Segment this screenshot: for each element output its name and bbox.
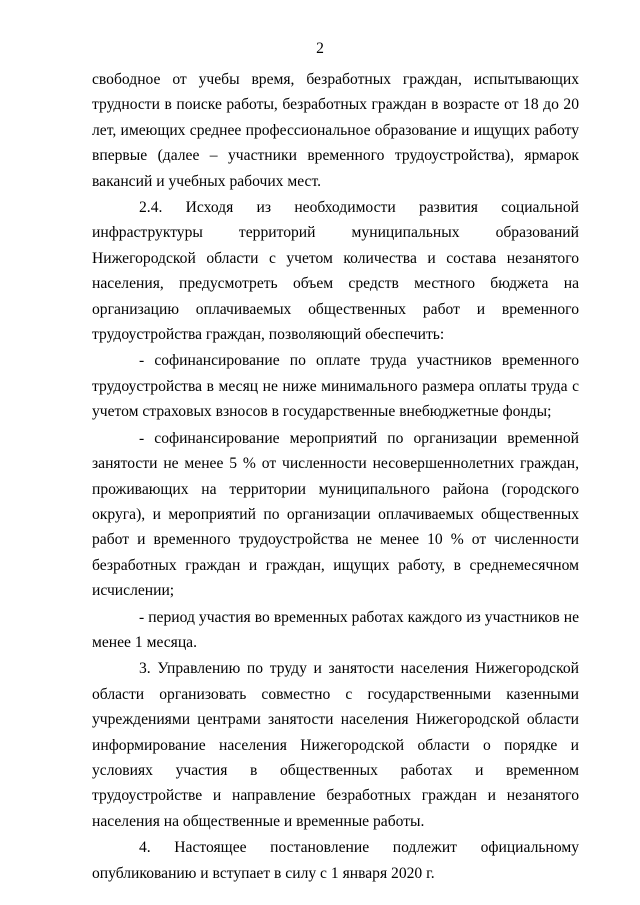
list-item-cofinancing-measures: - софинансирование мероприятий по организации временной занятости не менее 5 % от численности несовершеннолетних граждан, проживающих на территории муниципального района (городского округа), и мероприятий по организации оплачиваемых общественных работ и временного трудоустройства не менее 10 % от численности безработных граждан и граждан, ищущих работу, в среднемесячном исчислении; — [92, 429, 579, 600]
page-number: 2 — [316, 40, 324, 57]
paragraph-continuation: свободное от учебы время, безработных граждан, испытывающих трудности в поиске работы, безработных граждан в возрасте от 18 до 20 лет, имеющих среднее профессиональное образование и ищущих работу впервые (далее – участники временного трудоустройства), ярмарок вакансий и учебных рабочих мест. — [92, 71, 579, 190]
list-item-cofinancing-wages: - софинансирование по оплате труда участников временного трудоустройства в месяц не ниже минимального размера оплаты труда с учетом страховых взносов в государственные внебюджетные фонды; — [92, 352, 579, 421]
list-item-participation-period: - период участия во временных работах каждого из участников не менее 1 месяца. — [92, 608, 579, 651]
paragraph-4: 4. Настоящее постановление подлежит официальному опубликованию и вступает в силу с 1 января 2020 г. — [92, 839, 579, 882]
paragraph-2-4: 2.4. Исходя из необходимости развития социальной инфраструктуры территорий муниципальных образований Нижегородской области с учетом количества и состава незанятого населения, предусмотреть объем средств местного бюджета на организацию оплачиваемых общественных работ и временного трудоустройства граждан, позволяющий обеспечить: — [92, 199, 579, 344]
paragraph-3: 3. Управлению по труду и занятости населения Нижегородской области организовать совместно с государственными казенными учреждениями центрами занятости населения Нижегородской области информирование населения Нижегородской области о порядке и условиях участия в общественных работах и временном трудоустройстве и направление безработных граждан и незанятого населения на общественные и временные работы. — [92, 660, 579, 830]
document-body — [92, 67, 579, 886]
